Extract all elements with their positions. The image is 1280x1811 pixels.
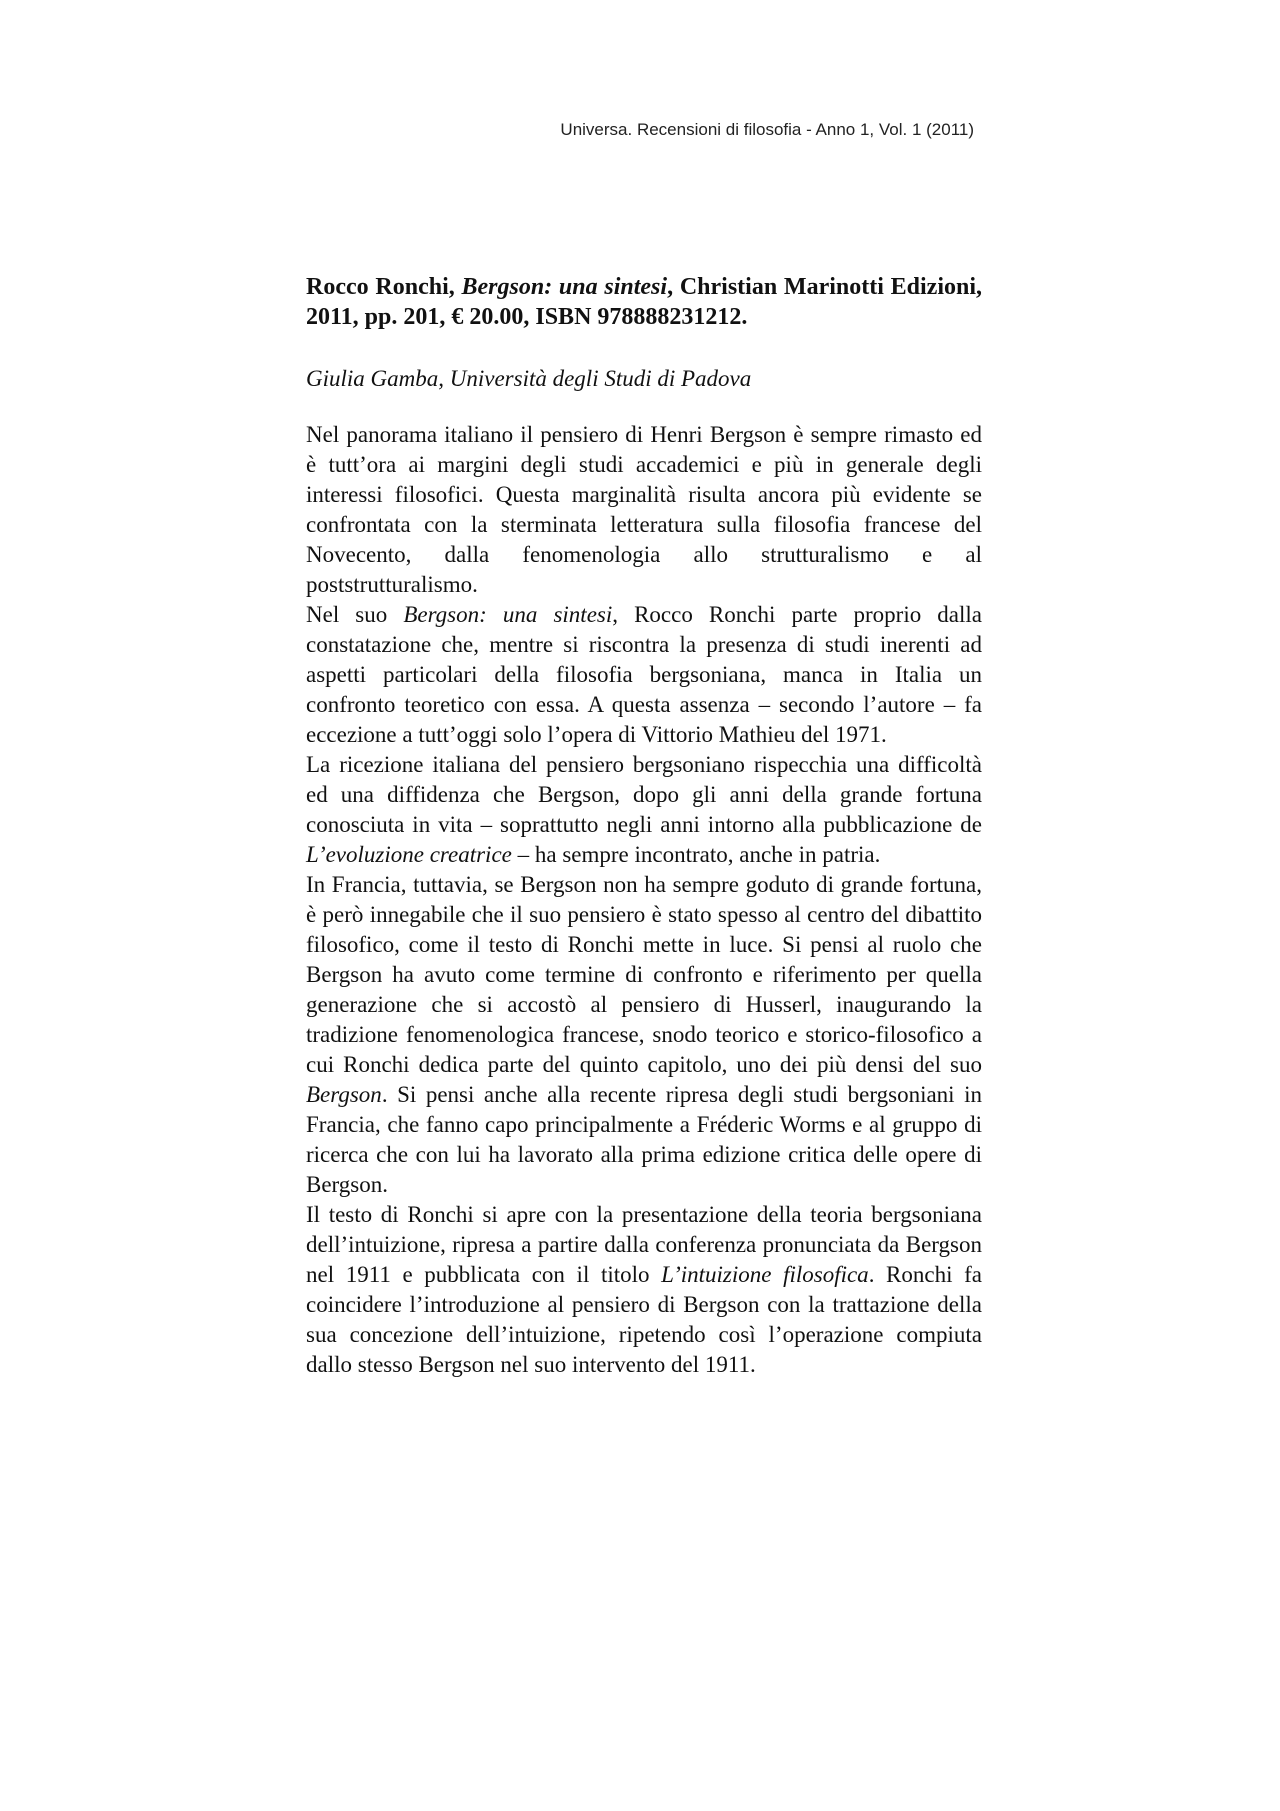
review-body xyxy=(306,420,982,1380)
title-book: Bergson: una sintesi xyxy=(461,274,668,300)
title-author: Rocco Ronchi, xyxy=(306,274,462,300)
paragraph-3-book-title: L’evoluzione creatrice xyxy=(306,842,512,867)
paragraph-2-text-c: , Rocco Ronchi parte proprio dalla constatazione che, mentre si riscontra la presenza di studi inerenti ad aspetti particolari della filosofia bergsoniana, manca in Italia un confronto teoretico con essa. A questa assenza – secondo l’autore – fa eccezione a tutt’oggi solo l’opera di Vittorio Mathieu del 1971. xyxy=(306,602,982,747)
paragraph-4-text-a: In Francia, tuttavia, se Bergson non ha sempre goduto di grande fortuna, è però innegabile che il suo pensiero è stato spesso al centro del dibattito filosofico, come il testo di Ronchi mette in luce. Si pensi al ruolo che Bergson ha avuto come termine di confronto e riferimento per quella generazione che si accostò al pensiero di Husserl, inaugurando la tradizione fenomenologica francese, snodo teorico e storico-filosofico a cui Ronchi dedica parte del quinto capitolo, uno dei più densi del suo xyxy=(306,872,982,1077)
paragraph-3-text-c: – ha sempre incontrato, anche in patria. xyxy=(511,842,881,867)
paragraph-5-book-title: L’intuizione filosofica xyxy=(661,1262,869,1287)
paragraph-4-book-title: Bergson xyxy=(306,1082,382,1107)
paragraph-3 xyxy=(306,750,982,870)
review-title xyxy=(306,272,982,332)
paragraph-4-text-c: . Si pensi anche alla recente ripresa degli studi bergsoniani in Francia, che fanno capo principalmente a Fréderic Worms e al gruppo di ricerca che con lui ha lavorato alla prima edizione critica delle opere di Bergson. xyxy=(306,1082,982,1197)
paragraph-2-book-title: Bergson: una sintesi xyxy=(403,602,613,627)
paragraph-1: Nel panorama italiano il pensiero di Henri Bergson è sempre rimasto ed è tutt’ora ai margini degli studi accademici e più in generale degli interessi filosofici. Questa marginalità risulta ancora più evidente se confrontata con la sterminata letteratura sulla filosofia francese del Novecento, dalla fenomenologia allo strutturalismo e al poststrutturalismo. xyxy=(306,422,982,597)
paragraph-3-text-a: La ricezione italiana del pensiero bergsoniano rispecchia una difficoltà ed una diffidenza che Bergson, dopo gli anni della grande fortuna conosciuta in vita – soprattutto negli anni intorno alla pubblicazione de xyxy=(306,752,982,837)
paragraph-2-text-a: Nel suo xyxy=(306,602,404,627)
paragraph-5-text-c: . Ronchi fa coincidere l’introduzione al pensiero di Bergson con la trattazione della sua concezione dell’intuizione, ripetendo così l’operazione compiuta dallo stesso Bergson nel suo intervento del 1911. xyxy=(306,1262,982,1377)
review-content xyxy=(306,272,983,1377)
paragraph-2 xyxy=(306,600,982,750)
paragraph-5-text-a: Il testo di Ronchi si apre con la presentazione della teoria bergsoniana dell’intuizione, ripresa a partire dalla conferenza pronunciata da Bergson nel 1911 e pubblicata con il titolo xyxy=(306,1202,982,1287)
paragraph-4 xyxy=(306,870,982,1200)
reviewer-byline: Giulia Gamba, Università degli Studi di Padova xyxy=(306,366,752,391)
title-publication-info: , Christian Marinotti Edizioni, 2011, pp. 201, € 20.00, ISBN 978888231212. xyxy=(306,274,983,330)
running-header: Universa. Recensioni di filosofia - Anno 1, Vol. 1 (2011) xyxy=(560,120,974,139)
paragraph-5 xyxy=(306,1200,982,1380)
